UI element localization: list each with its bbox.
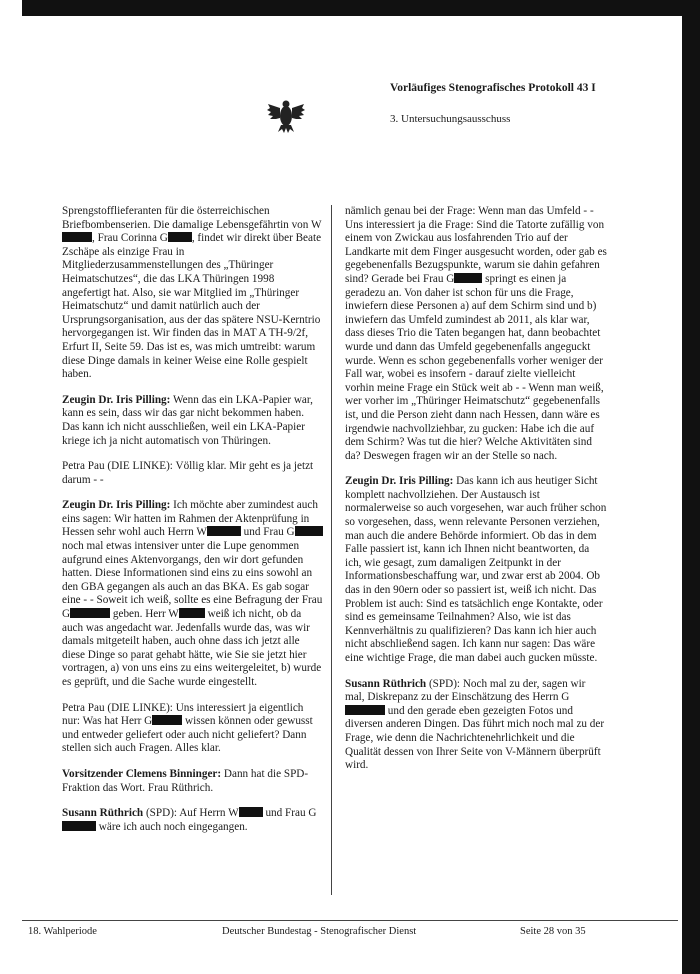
paragraph-text: Petra Pau (DIE LINKE): Völlig klar. Mir geht es ja jetzt darum - - <box>62 460 314 486</box>
column-divider <box>331 205 332 895</box>
redaction-bar <box>295 526 323 536</box>
paragraph-text: (SPD): Auf Herrn W <box>143 807 239 820</box>
speaker-name: Vorsitzender Clemens Binninger: <box>62 767 222 780</box>
footer-rule <box>22 920 678 921</box>
paragraph <box>62 768 324 795</box>
paragraph-text: wissen können oder gewusst und entweder geliefert oder auch nicht geliefert? Dann stellen sich auch Fragen. Alles klar. <box>62 715 313 755</box>
paragraph-text: noch mal etwas intensiver unter die Lupe genommen aufgrund eines Aktenvorgangs, den wir dort gefunden hatten. Diese Informationen sind eins zu eins sowohl an den GBA gegangen als auch an das BKA. Es gab sogar eine - - Soweit ich weiß, sollte es eine Befragung der Frau G <box>62 540 323 621</box>
paragraph-text: weiß ich nicht, ob da auch was angedacht war. Jedenfalls wurde das, was wir damals mitgeteilt haben, auch ohne dass ich jetzt alle diese Dinge so parat gehabt hätte, wie Sie sie jetzt hier vortragen, a) von uns eins zu eins weitergeleitet, b) wurde es geprüft, und die Sache wurde eingestellt. <box>62 608 322 688</box>
redaction-bar <box>62 232 92 242</box>
paragraph-text: und Frau G <box>262 807 317 820</box>
paragraph-text: (SPD): Noch mal zu der, sagen wir mal, Diskrepanz zu der Einschätzung des Herrn G <box>345 677 586 704</box>
paragraph-text: , findet wir direkt über Beate Zschäpe als einzige Frau in Mitgliederzusammenstellungen des „Thüringer Heimatschutzes“, die das LKA Thüringen 1998 angefertigt hat. Also, sie war Mitglied im „Thüringer Heimatschutz“ und damit natürlich auch der Ursprungsorganisation, aus der das spätere NSU-Kerntrio hervorgegangen ist. Wir finden das in MAT A TH-9/2f, Erfurt II, Seite 59. Das ist es, was mich umtreibt: warum diese Dinge damals in keiner Weise eine Rolle gespielt haben. <box>62 232 322 381</box>
bundestag-eagle-icon <box>266 98 306 134</box>
paragraph <box>62 499 324 689</box>
paragraph <box>62 702 324 756</box>
footer-publisher: Deutscher Bundestag - Stenografischer Dienst <box>222 926 417 937</box>
paragraph-text: geben. Herr W <box>110 608 179 621</box>
speaker-name: Zeugin Dr. Iris Pilling: <box>62 393 171 406</box>
paragraph-text: und den gerade eben gezeigten Fotos und diversen anderen Dingen. Das führt mich noch mal zu der Frage, wie denn die Nachrichtenehrlichkeit und die Qualität dessen von Ihrer Seite von V-Männern überprüft wird. <box>345 704 605 772</box>
redaction-bar <box>345 705 385 715</box>
protocol-title: Vorläufiges Stenografisches Protokoll 43 I <box>390 82 596 94</box>
paragraph <box>62 807 324 834</box>
paragraph-text: wäre ich auch noch eingegangen. <box>96 820 248 833</box>
paragraph <box>345 475 607 665</box>
redaction-bar <box>152 715 182 725</box>
redaction-bar <box>239 807 263 817</box>
paragraph-text: springt es einen ja geradezu an. Von daher ist schon für uns die Frage, inwiefern diese Personen a) auf dem Schirm sind und b) inwiefern das Umfeld zumindest ab 2011, als klar war, dass dieses Trio die Taten begangen hat, dann beobachtet wurde und dann das Umfeld gegebenenfalls angeguckt wurde. Wenn es schon gegebenenfalls vorher weniger der Fall war, wobei es insofern - darauf zielte vielleicht vorhin meine Frage ein Stück weit ab - - Wenn man weiß, wer vorher im „Thüringer Heimatschutz“ gegebenenfalls ist, und die Person zieht dann nach Hessen, dann wäre es irgendwie nachvollziehbar, zu gucken: Habe ich die auf dem Schirm? Was tut die hier? Welche Aktivitäten sind da? Deswegen fragen wir an der Stelle so nach. <box>345 272 604 462</box>
redaction-bar <box>207 526 241 536</box>
paragraph <box>62 460 324 487</box>
paragraph <box>62 205 324 382</box>
paragraph-text: , Frau Corinna G <box>92 232 168 245</box>
paragraph-text: nämlich genau bei der Frage: Wenn man das Umfeld - - Uns interessiert ja die Frage: Sind die Tatorte zufällig von einem von Zwickau aus losfahrenden Trio auf der Landkarte mit dem Finger ausgesucht worden, oder gab es gegebenenfalls Bezugspunkte, warum sie dahin gefahren sind? Gerade bei Frau G <box>345 205 607 285</box>
paragraph-text: Petra Pau (DIE LINKE): Uns interessiert ja eigentlich nur: Was hat Herr G <box>62 701 304 728</box>
redaction-bar <box>168 232 192 242</box>
paragraph-text: und Frau G <box>240 526 295 539</box>
paragraph <box>62 394 324 448</box>
left-column <box>62 205 324 846</box>
scan-edge-right <box>682 0 700 974</box>
paragraph-text: Dann hat die SPD-Fraktion das Wort. Frau Rüthrich. <box>62 767 309 794</box>
paragraph-text: Das kann ich aus heutiger Sicht komplett nachvollziehen. Der Austausch ist normalerweise so auch vorgesehen, war auch früher schon so vorgesehen, dass, wenn relevante Personen verziehen, man auch die andere Behörde informiert. Ob das in dem Falle passiert ist, kann ich Ihnen nicht beantworten, da ich, wie gesagt, zum damaligen Zeitpunkt in der Informationsbeschaffung war, und zwar erst ab 2004. Ob das in den 90ern oder so passiert ist, weiß ich nicht. Das Problem ist auch: Sind es tatsächlich enge Kontakte, oder sind es gemeinsame Teilnahmen? Also, wie ist das Kennverhältnis zu qualifizieren? Das kann ich hier auch nicht abschließend sagen. Ich kann nur sagen: Das wäre eine wichtige Frage, die man dabei auch gucken müsste. <box>345 475 607 664</box>
footer-page-number: Seite 28 von 35 <box>520 926 586 937</box>
redaction-bar <box>179 608 205 618</box>
paragraph-text: Ich möchte aber zumindest auch eins sagen: Wir hatten im Rahmen der Aktenprüfung in Hessen sehr wohl auch Herrn W <box>62 499 318 539</box>
paragraph <box>345 678 607 773</box>
paragraph <box>345 205 607 463</box>
speaker-name: Susann Rüthrich <box>345 677 427 690</box>
speaker-name: Zeugin Dr. Iris Pilling: <box>62 499 171 512</box>
redaction-bar <box>70 608 110 618</box>
paragraph-text: Wenn das ein LKA-Papier war, kann es sein, dass wir das gar nicht bekommen haben. Das kann ich nicht ausschließen, weil ein LKA-Papier kriege ich ja nicht automatisch von Thüringen. <box>62 393 313 447</box>
speaker-name: Susann Rüthrich <box>62 807 144 820</box>
footer-legislative-period: 18. Wahlperiode <box>28 926 97 937</box>
scan-edge-top <box>22 0 700 16</box>
speaker-name: Zeugin Dr. Iris Pilling: <box>345 475 454 488</box>
paragraph-text: Sprengstofflieferanten für die österreichischen Briefbombenserien. Die damalige Lebensgefährtin von W <box>62 205 322 231</box>
committee-name: 3. Untersuchungsausschuss <box>390 113 511 125</box>
redaction-bar <box>454 273 482 283</box>
redaction-bar <box>62 821 96 831</box>
right-column <box>345 205 607 785</box>
